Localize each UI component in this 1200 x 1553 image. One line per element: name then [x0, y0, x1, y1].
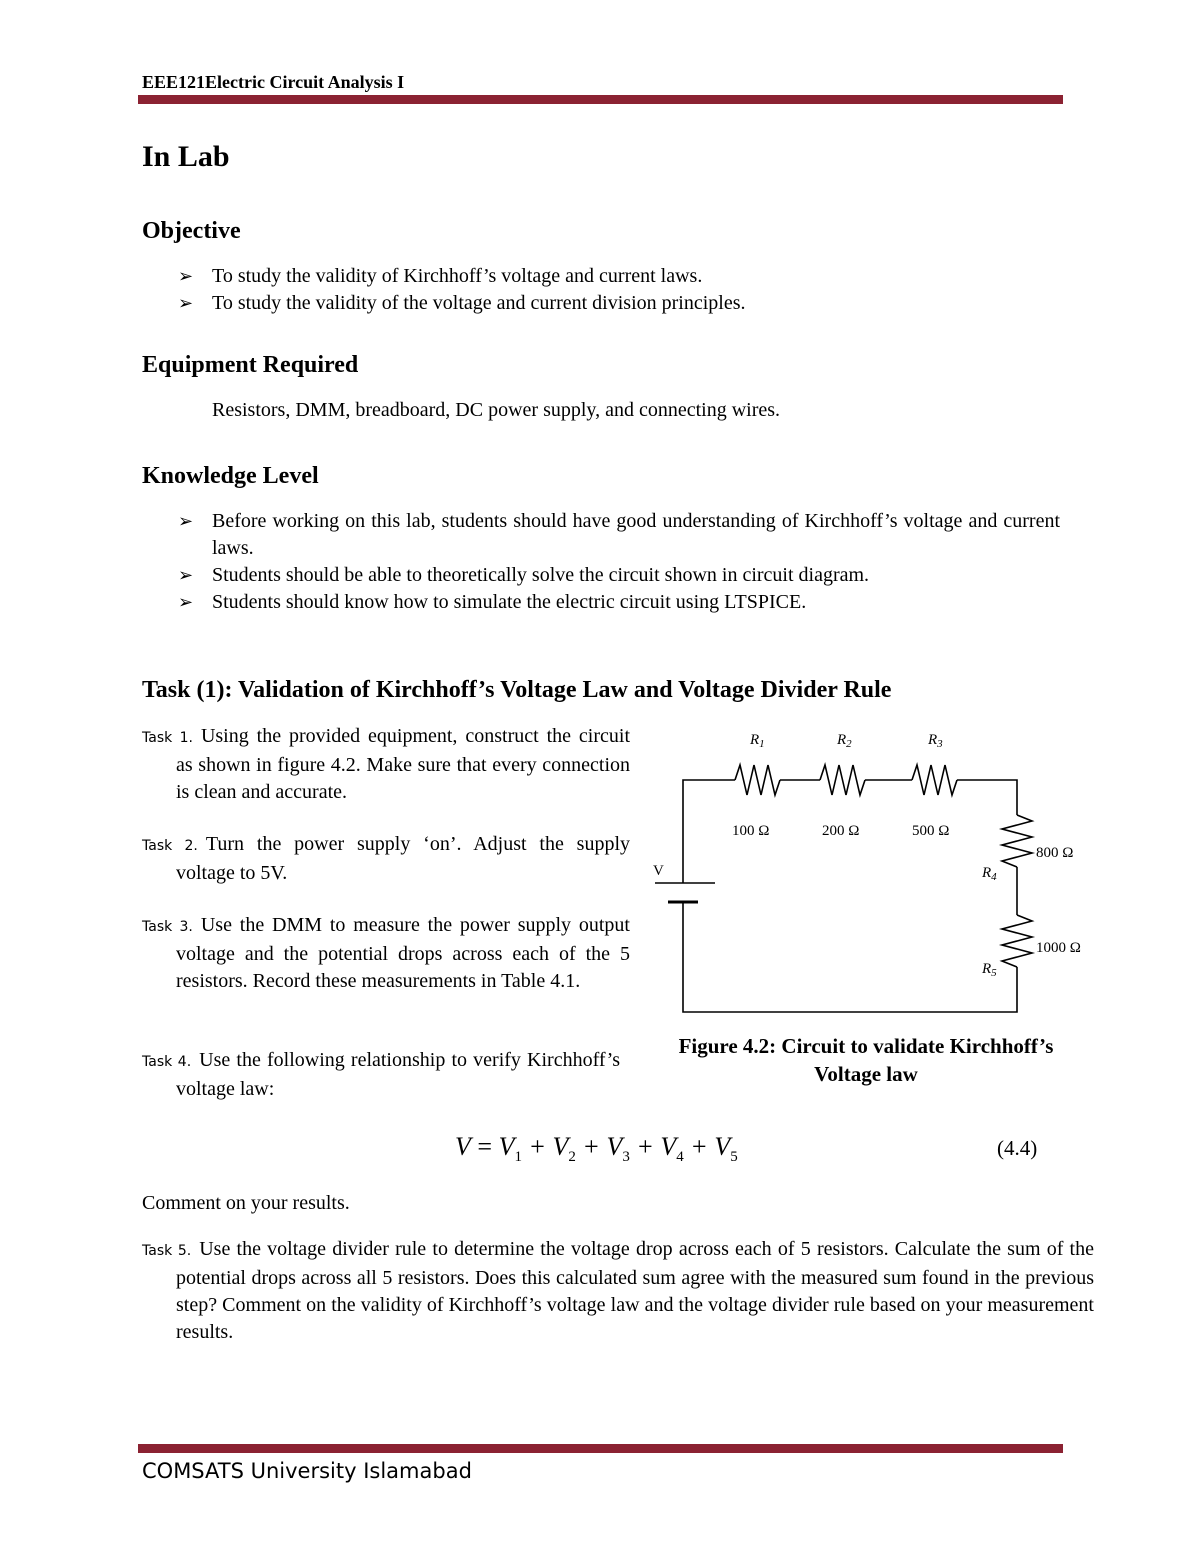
kvl-equation: $V = V_1 + V_2 + V_3 + V_4 + V_5$	[455, 1132, 738, 1166]
r4-label: $R_4$	[982, 865, 997, 883]
task1-heading: Task (1): Validation of Kirchhoff’s Voltage Law and Voltage Divider Rule	[142, 677, 892, 703]
page-title: In Lab	[142, 140, 230, 173]
task-item-1	[142, 723, 630, 806]
wire-top-right	[957, 780, 1017, 815]
list-item: ➢ Students should be able to theoretically solve the circuit shown in circuit diagram.	[178, 562, 1060, 589]
wire-top-left	[683, 780, 735, 860]
task-text: Use the following relationship to verify Kirchhoff’s voltage law:	[176, 1049, 620, 1100]
task-item-4	[142, 1047, 620, 1103]
task-item-2	[142, 831, 630, 887]
r5-value: 1000 Ω	[1036, 940, 1081, 956]
task-item-3	[142, 912, 630, 995]
task-text: Use the voltage divider rule to determine the voltage drop across each of 5 resistors. Calculate the sum of the potential drops across all 5 resistors. Does this calculated sum agree with the measured sum found in the previous step? Comment on the validity of Kirchhoff’s voltage law and the voltage divider rule based on your measurement results.	[176, 1238, 1094, 1343]
r1-value: 100 Ω	[732, 823, 770, 839]
task-label: Task 4.	[142, 1054, 192, 1070]
r1-label: $R_1$	[750, 732, 765, 750]
knowledge-list	[178, 508, 1060, 616]
r3-value: 500 Ω	[912, 823, 950, 839]
r3-label: $R_3$	[928, 732, 943, 750]
resistor-r2-zigzag	[820, 765, 865, 795]
task-label: Task 2.	[142, 838, 198, 854]
resistor-r4-zigzag	[1002, 815, 1032, 867]
task-label: Task 1.	[142, 730, 193, 746]
r5-label: $R_5$	[982, 961, 997, 979]
task-text: Use the DMM to measure the power supply output voltage and the potential drops across each of the 5 resistors. Record these measurements in Table 4.1.	[176, 914, 630, 992]
list-item: ➢ Before working on this lab, students should have good understanding of Kirchhoff’s voltage and current laws.	[178, 508, 1060, 562]
r4-value: 800 Ω	[1036, 845, 1074, 861]
objective-heading: Objective	[142, 218, 241, 244]
list-item: ➢ To study the validity of the voltage and current division principles.	[178, 290, 1060, 317]
objective-list	[178, 263, 1060, 317]
footer-rule	[138, 1444, 1063, 1453]
equation-number: (4.4)	[997, 1136, 1038, 1160]
resistor-r1-zigzag	[735, 765, 780, 795]
resistor-r3-zigzag	[912, 765, 957, 795]
task-label: Task 5.	[142, 1243, 192, 1259]
list-item: ➢ Students should know how to simulate the electric circuit using LTSPICE.	[178, 589, 1060, 616]
source-label: V	[653, 863, 664, 879]
r2-label: $R_2$	[837, 732, 852, 750]
header-rule	[138, 95, 1063, 104]
wire-bottom	[683, 902, 1017, 1012]
task-label: Task 3.	[142, 919, 193, 935]
knowledge-heading: Knowledge Level	[142, 463, 319, 489]
course-header: EEE121Electric Circuit Analysis I	[142, 72, 405, 92]
figure-caption	[652, 1032, 1080, 1088]
institution-footer: COMSATS University Islamabad	[142, 1459, 472, 1483]
task-text: Using the provided equipment, construct the circuit as shown in figure 4.2. Make sure that every connection is clean and accurate.	[176, 725, 631, 803]
r2-value: 200 Ω	[822, 823, 860, 839]
list-item: ➢ To study the validity of Kirchhoff’s voltage and current laws.	[178, 263, 1060, 290]
task-text: Turn the power supply ‘on’. Adjust the supply voltage to 5V.	[176, 833, 630, 884]
caption-line-2: Voltage law	[814, 1062, 918, 1086]
comment-text: Comment on your results.	[142, 1192, 350, 1214]
equipment-text: Resistors, DMM, breadboard, DC power supply, and connecting wires.	[212, 399, 781, 421]
circuit-diagram	[640, 720, 1110, 1020]
task-item-5	[142, 1236, 1094, 1346]
caption-line-1: Figure 4.2: Circuit to validate Kirchhoff’s	[678, 1034, 1054, 1058]
equipment-heading: Equipment Required	[142, 352, 359, 378]
resistor-r5-zigzag	[1002, 915, 1032, 967]
